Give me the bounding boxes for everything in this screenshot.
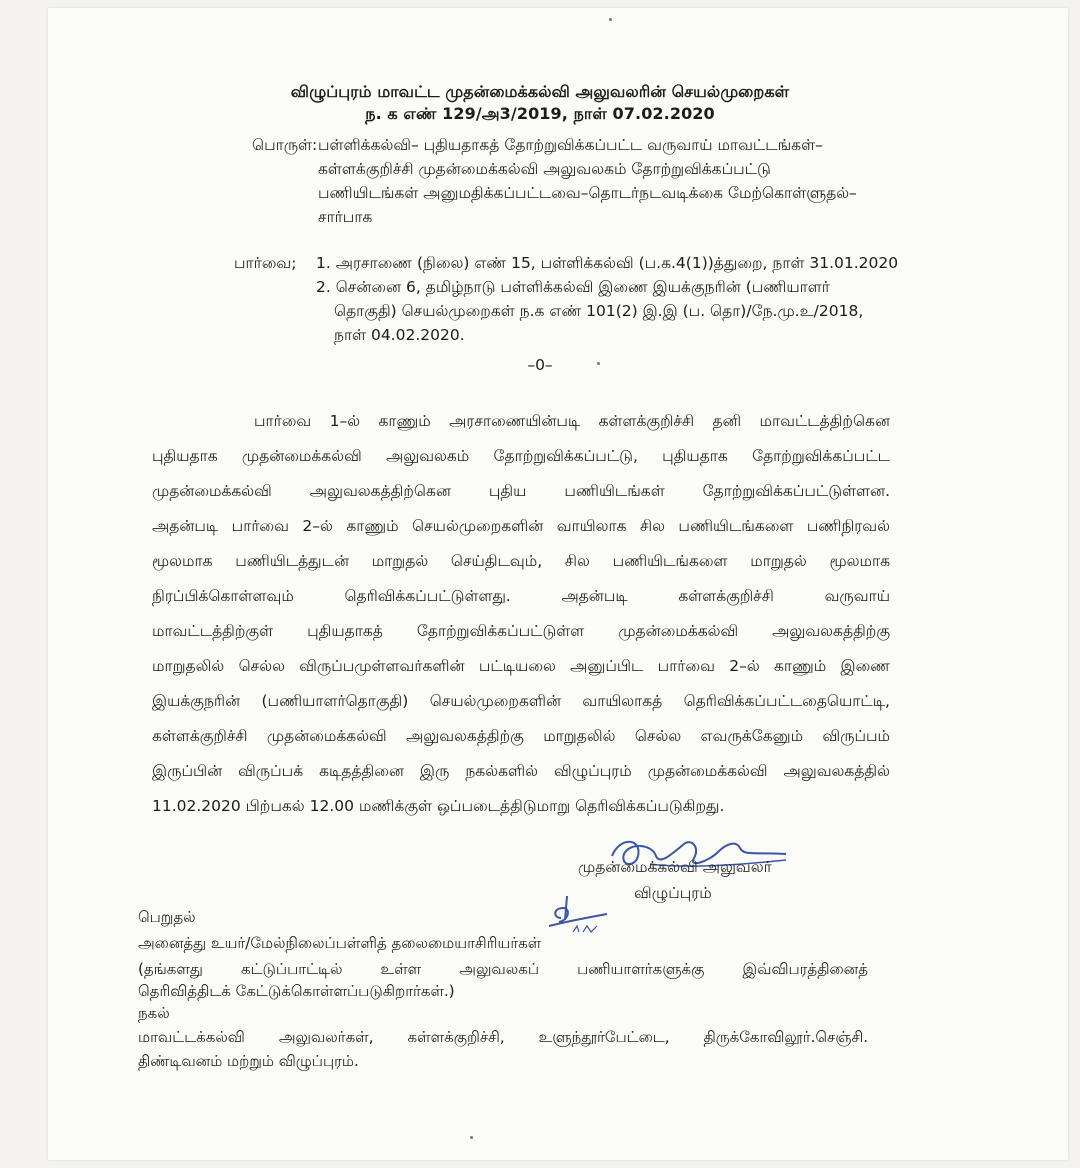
body-line: அதன்படி பார்வை 2–ல் காணும் செயல்முறைகளின் வாயிலாக சில பணியிடங்களை பணிநிரவல் xyxy=(152,517,890,535)
body-line: மாவட்டத்திற்குள் புதியதாகத் தோற்றுவிக்கப்பட்டுள்ள முதன்மைக்கல்வி அலுவலகத்திற்கு xyxy=(152,622,890,640)
recipient-label: பெறுதல் xyxy=(138,908,196,926)
signature-scribble xyxy=(590,822,800,892)
recipient: அனைத்து உயர்/மேல்நிலைப்பள்ளித் தலைமையாசிரியர்கள் xyxy=(138,934,542,952)
reference-line: 2. சென்னை 6, தமிழ்நாடு பள்ளிக்கல்வி இணை இயக்குநரின் (பணியாளர் xyxy=(316,278,830,296)
subject-line: பள்ளிக்கல்வி– புதியதாகத் தோற்றுவிக்கப்பட்ட வருவாய் மாவட்டங்கள்– xyxy=(318,136,823,154)
reference-number: ந. க எண் 129/அ3/2019, நாள் 07.02.2020 xyxy=(365,104,715,123)
copy-recipients: திண்டிவனம் மற்றும் விழுப்புரம். xyxy=(138,1052,359,1070)
body-line: பார்வை 1–ல் காணும் அரசாணையின்படி கள்ளக்குறிச்சி தனி மாவட்டத்திற்கென xyxy=(254,412,890,430)
reference-line: 1. அரசாணை (நிலை) எண் 15, பள்ளிக்கல்வி (ப.க.4(1))த்துறை, நாள் 31.01.2020 xyxy=(316,254,899,272)
reference-label: பார்வை; xyxy=(234,254,297,272)
body-line: 11.02.2020 பிற்பகல் 12.00 மணிக்குள் ஒப்படைத்திடுமாறு தெரிவிக்கப்படுகிறது. xyxy=(152,797,725,815)
subject-line: பணியிடங்கள் அனுமதிக்கப்பட்டவை–தொடர்நடவடிக்கை மேற்கொள்ளுதல்– xyxy=(318,184,857,202)
body-line: மாறுதலில் செல்ல விருப்பமுள்ளவர்களின் பட்டியலை அனுப்பிட பார்வை 2–ல் காணும் இணை xyxy=(152,657,890,675)
instruction-line: (தங்களது கட்டுப்பாட்டில் உள்ள அலுவலகப் பணியாளர்களுக்கு இவ்விபரத்தினைத் xyxy=(138,960,868,978)
reference-line: நாள் 04.02.2020. xyxy=(334,326,465,344)
body-line: புதியதாக முதன்மைக்கல்வி அலுவலகம் தோற்றுவிக்கப்பட்டு, புதியதாக தோற்றுவிக்கப்பட்ட xyxy=(152,447,890,465)
copy-recipients: மாவட்டக்கல்வி அலுவலர்கள், கள்ளக்குறிச்சி, உளுந்தூர்பேட்டை, திருக்கோவிலூர்.செஞ்சி. xyxy=(138,1028,868,1046)
signatory-place: விழுப்புரம் xyxy=(634,884,712,902)
instruction-line: தெரிவித்திடக் கேட்டுக்கொள்ளப்படுகிறார்கள்.) xyxy=(138,982,455,1000)
body-line: நிரப்பிக்கொள்ளவும் தெரிவிக்கப்பட்டுள்ளது. அதன்படி கள்ளக்குறிச்சி வருவாய் xyxy=(152,587,890,605)
body-line: மூலமாக பணியிடத்துடன் மாறுதல் செய்திடவும், சில பணியிடங்களை மாறுதல் மூலமாக xyxy=(152,552,890,570)
subject-line: சார்பாக xyxy=(318,208,373,226)
copy-label: நகல் xyxy=(138,1004,170,1022)
signatory-title: முதன்மைக்கல்வி அலுவலர் xyxy=(578,858,772,876)
scan-speck xyxy=(470,1136,473,1139)
reference-line: தொகுதி) செயல்முறைகள் ந.க எண் 101(2) இ.இ (ப. தொ)/நே.மு.உ/2018, xyxy=(334,302,864,320)
body-line: இருப்பின் விருப்பக் கடிதத்தினை இரு நகல்களில் விழுப்புரம் முதன்மைக்கல்வி அலுவலகத்தில் xyxy=(152,762,890,780)
subject-label: பொருள்: xyxy=(252,136,318,154)
document-title: விழுப்புரம் மாவட்ட முதன்மைக்கல்வி அலுவலரின் செயல்முறைகள் xyxy=(290,82,790,101)
body-line: முதன்மைக்கல்வி அலுவலகத்திற்கென புதிய பணியிடங்கள் தோற்றுவிக்கப்பட்டுள்ளன. xyxy=(152,482,890,500)
body-line: இயக்குநரின் (பணியாளர்தொகுதி) செயல்முறைகளின் வாயிலாகத் தெரிவிக்கப்பட்டதையொட்டி, xyxy=(152,692,890,710)
scan-speck xyxy=(609,18,612,21)
body-line: கள்ளக்குறிச்சி முதன்மைக்கல்வி அலுவலகத்திற்கு மாறுதலில் செல்ல எவருக்கேனும் விருப்பம் xyxy=(152,727,890,745)
subject-line: கள்ளக்குறிச்சி முதன்மைக்கல்வி அலுவலகம் தோற்றுவிக்கப்பட்டு xyxy=(318,160,771,178)
separator: –0– xyxy=(527,356,553,374)
initial-scribble xyxy=(545,888,625,938)
